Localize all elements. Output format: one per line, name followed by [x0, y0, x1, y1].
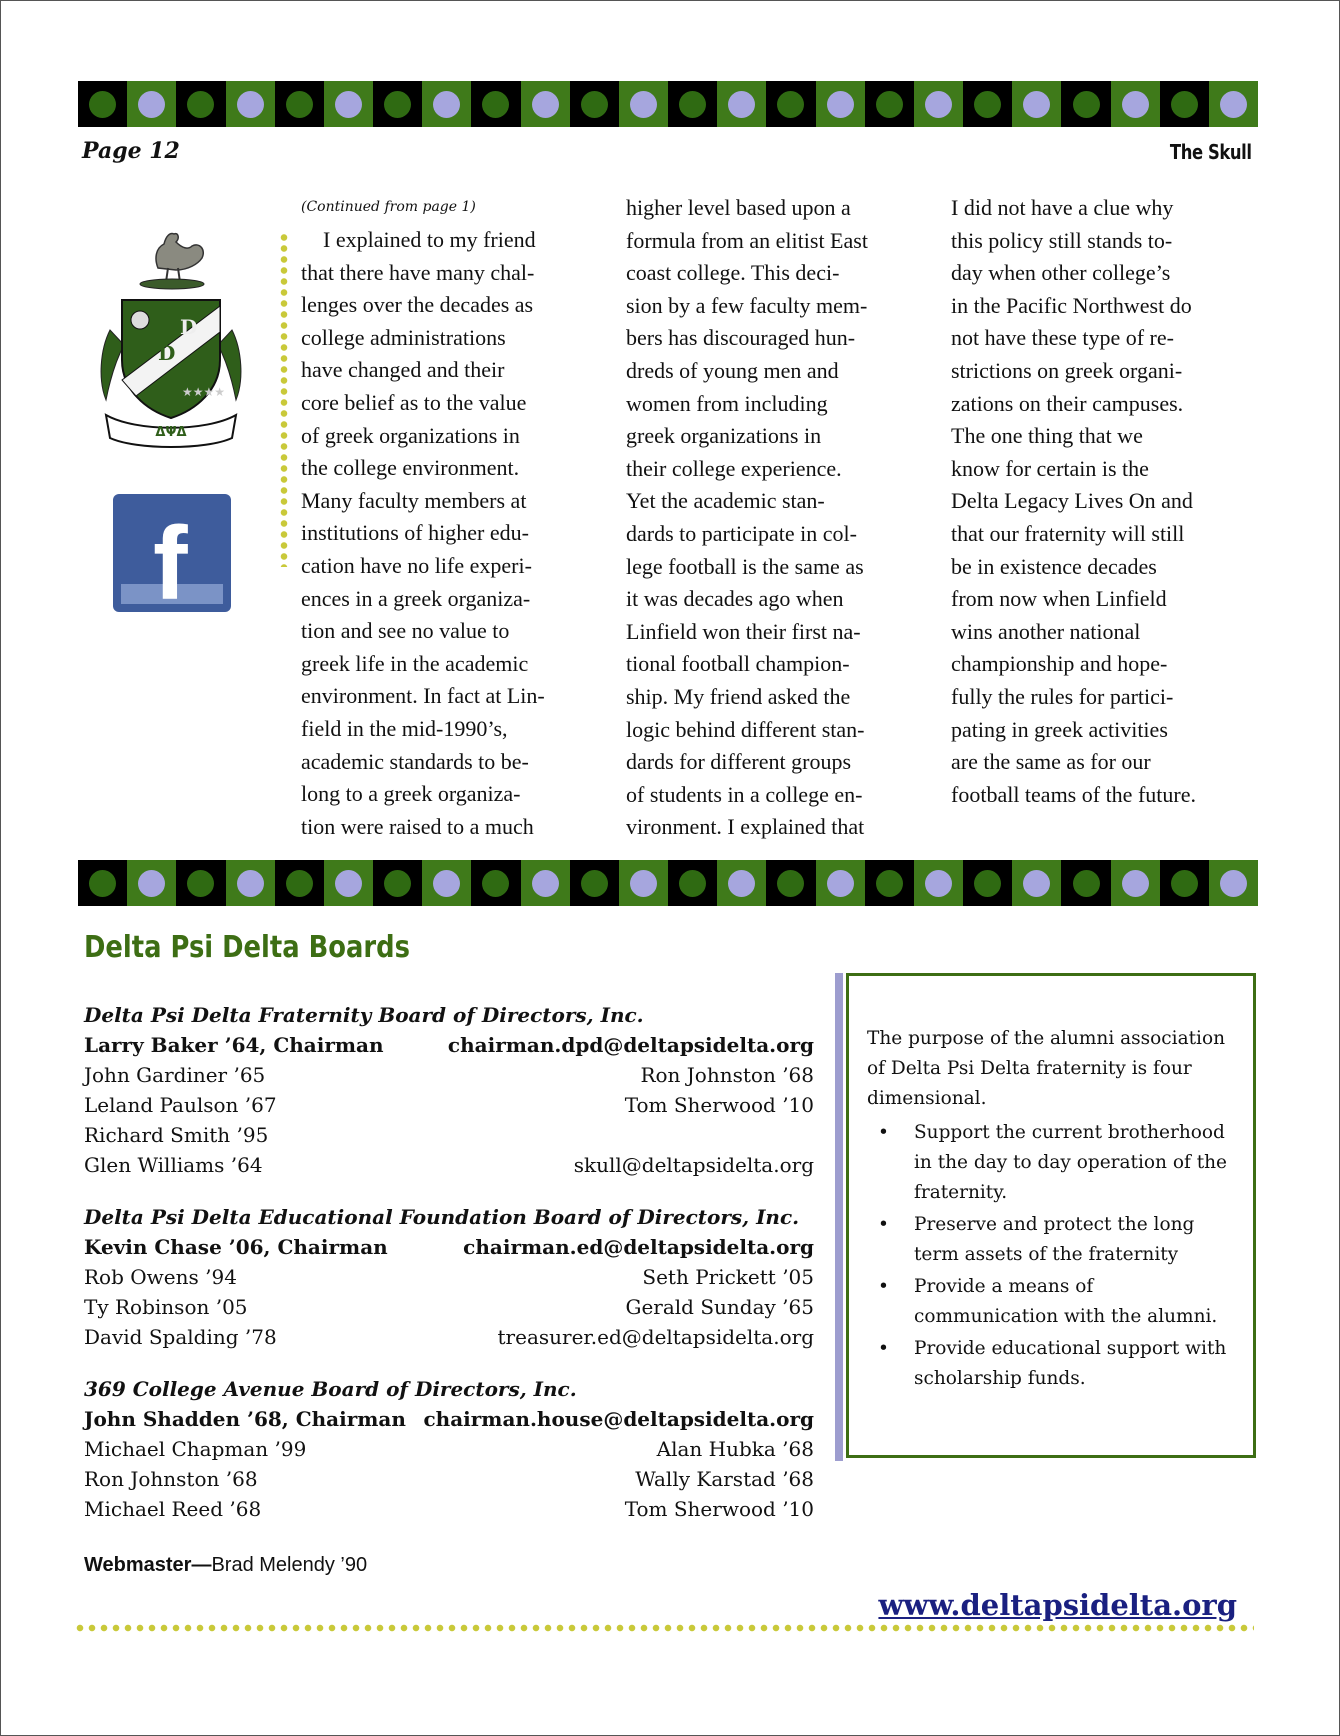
foundation-board [84, 1202, 814, 1352]
band-cell-lavender-dot [914, 81, 963, 127]
article-line: cation have no life experi- [301, 552, 532, 578]
purpose-item: • Provide a means of communication with the alumni. [914, 1272, 1233, 1332]
band-cell-lavender-dot [1209, 81, 1258, 127]
board-member: John Gardiner ’65 [84, 1063, 266, 1087]
band-cell-lavender-dot [521, 81, 570, 127]
band-cell-green-dot [865, 860, 914, 906]
board-member: Michael Chapman ’99 [84, 1437, 307, 1461]
board-chair-row [84, 1030, 814, 1060]
board-member: Rob Owens ’94 [84, 1265, 237, 1289]
webmaster-label: Webmaster— [84, 1554, 212, 1576]
crest-motto: ΔΨΔ [155, 425, 187, 440]
decorative-dot-band-middle [78, 860, 1258, 906]
board-member-row [84, 1262, 814, 1292]
board-member-row [84, 1292, 814, 1322]
board-member-row [84, 1120, 814, 1150]
board-member: Tom Sherwood ’10 [624, 1497, 814, 1521]
article-line: Yet the academic stan- [626, 488, 825, 514]
boards-title: Delta Psi Delta Boards [84, 930, 410, 965]
svg-text:D: D [180, 315, 198, 339]
article-line: academic standards to be- [301, 748, 529, 774]
article-line: bers has discouraged hun- [626, 325, 856, 351]
board-email[interactable]: treasurer.ed@deltapsidelta.org [497, 1325, 814, 1349]
article-line: I did not have a clue why [951, 195, 1174, 220]
article-line: greek life in the academic [301, 650, 529, 676]
board-heading: 369 College Avenue Board of Directors, Inc. [84, 1377, 577, 1401]
band-cell-green-dot [766, 860, 815, 906]
article-line: lege football is the same as [626, 553, 864, 579]
board-chair-email[interactable]: chairman.dpd@deltapsidelta.org [447, 1033, 814, 1057]
band-cell-lavender-dot [619, 860, 668, 906]
article-line: environment. In fact at Lin- [301, 683, 545, 709]
band-cell-green-dot [78, 81, 127, 127]
article-line: that our fraternity will still [951, 520, 1185, 546]
continued-note: (Continued from page 1) [301, 199, 476, 215]
article-line: logic behind different stan- [626, 716, 865, 742]
band-cell-green-dot [963, 81, 1012, 127]
facebook-glyph: f [153, 506, 188, 612]
article-line: Many faculty members at [301, 487, 527, 513]
band-cell-green-dot [668, 81, 717, 127]
band-cell-lavender-dot [914, 860, 963, 906]
band-cell-green-dot [275, 81, 324, 127]
band-cell-green-dot [275, 860, 324, 906]
band-cell-lavender-dot [1012, 81, 1061, 127]
board-member: Glen Williams ’64 [84, 1153, 263, 1177]
page-number: Page 12 [82, 138, 180, 164]
article-line: not have these type of re- [951, 325, 1174, 351]
band-cell-lavender-dot [1111, 860, 1160, 906]
svg-text:★★★★: ★★★★ [182, 385, 226, 399]
band-cell-green-dot [373, 860, 422, 906]
article-line: are the same as for our [951, 749, 1151, 775]
board-member: Wally Karstad ’68 [635, 1467, 814, 1491]
board-chair: Larry Baker ’64, Chairman [84, 1033, 384, 1057]
board-member: Ty Robinson ’05 [84, 1295, 248, 1319]
article-line: strictions on greek organi- [951, 357, 1183, 383]
article-line: higher level based upon a [626, 195, 851, 220]
band-cell-lavender-dot [717, 81, 766, 127]
band-cell-lavender-dot [127, 81, 176, 127]
board-member: Richard Smith ’95 [84, 1123, 269, 1147]
purpose-item: • Support the current brotherhood in the day to day operation of the fraternity. [914, 1118, 1233, 1208]
band-cell-green-dot [176, 81, 225, 127]
purpose-intro: The purpose of the alumni association of Delta Psi Delta fraternity is four dimensional. [867, 1028, 1226, 1109]
article-line: women from including [626, 390, 828, 416]
band-cell-lavender-dot [521, 860, 570, 906]
band-cell-green-dot [570, 860, 619, 906]
band-cell-lavender-dot [226, 860, 275, 906]
article-line: of students in a college en- [626, 781, 863, 807]
article-line: of greek organizations in [301, 422, 520, 448]
article-line: football teams of the future. [951, 781, 1196, 807]
board-member-row [84, 1494, 814, 1524]
article-line: in the Pacific Northwest do [951, 292, 1192, 318]
article-line: I explained to my friend [301, 227, 536, 252]
band-cell-lavender-dot [422, 860, 471, 906]
board-member: Michael Reed ’68 [84, 1497, 262, 1521]
band-cell-green-dot [373, 81, 422, 127]
article-line: pating in greek activities [951, 716, 1168, 742]
article-line: wins another national [951, 618, 1141, 644]
band-cell-lavender-dot [1111, 81, 1160, 127]
band-cell-lavender-dot [226, 81, 275, 127]
article-line: Delta Legacy Lives On and [951, 488, 1193, 514]
article-line: day when other college’s [951, 260, 1171, 286]
board-member-row [84, 1434, 814, 1464]
board-member: David Spalding ’78 [84, 1325, 277, 1349]
fraternity-crest-icon [96, 210, 246, 470]
article-line: college administrations [301, 324, 506, 350]
band-cell-green-dot [865, 81, 914, 127]
article-line: from now when Linfield [951, 586, 1167, 612]
article-line: dards for different groups [626, 749, 852, 775]
article-line: formula from an elitist East [626, 227, 868, 253]
article-line: ship. My friend asked the [626, 683, 851, 709]
fraternity-board [84, 1000, 814, 1180]
publication-title: The Skull [1170, 140, 1252, 164]
article-line: it was decades ago when [626, 586, 844, 612]
house-board [84, 1374, 814, 1524]
band-cell-green-dot [570, 81, 619, 127]
band-cell-green-dot [78, 860, 127, 906]
article-line: the college environment. [301, 455, 520, 481]
article-line: sion by a few faculty mem- [626, 292, 868, 318]
purpose-item: • Provide educational support with scholarship funds. [914, 1334, 1233, 1394]
article-line: know for certain is the [951, 455, 1149, 481]
decorative-dot-band-top [78, 81, 1258, 127]
board-member: Leland Paulson ’67 [84, 1093, 277, 1117]
article-line: The one thing that we [951, 423, 1143, 449]
board-chair-row [84, 1232, 814, 1262]
band-cell-green-dot [668, 860, 717, 906]
horizontal-dotted-rule [74, 1623, 1254, 1633]
article-line: tion were raised to a much [301, 813, 534, 839]
board-email[interactable]: skull@deltapsidelta.org [573, 1153, 814, 1177]
article-line: dreds of young men and [626, 357, 839, 383]
article-line: lenges over the decades as [301, 292, 534, 318]
band-cell-green-dot [766, 81, 815, 127]
purpose-list [867, 1118, 1233, 1394]
article-line: dards to participate in col- [626, 520, 857, 546]
board-member: Ron Johnston ’68 [640, 1063, 814, 1087]
sidebar-accent-bar [835, 973, 843, 1461]
purpose-item: • Preserve and protect the long term assets of the fraternity [914, 1210, 1233, 1270]
article-line: tional football champion- [626, 651, 850, 677]
article-line: have changed and their [301, 357, 505, 383]
band-cell-green-dot [1061, 81, 1110, 127]
band-cell-green-dot [1061, 860, 1110, 906]
article-line: institutions of higher edu- [301, 520, 529, 546]
band-cell-green-dot [963, 860, 1012, 906]
webmaster-name: Brad Melendy ’90 [211, 1554, 368, 1576]
article-column-1 [301, 224, 601, 843]
article-line: greek organizations in [626, 423, 822, 449]
board-chair: Kevin Chase ’06, Chairman [84, 1235, 388, 1259]
band-cell-lavender-dot [816, 860, 865, 906]
article-line: long to a greek organiza- [301, 781, 521, 807]
article-line: that there have many chal- [301, 259, 535, 285]
board-member-row [84, 1464, 814, 1494]
board-member: Alan Hubka ’68 [656, 1437, 814, 1461]
article-line: Linfield won their first na- [626, 618, 861, 644]
board-member-row [84, 1090, 814, 1120]
band-cell-lavender-dot [619, 81, 668, 127]
band-cell-green-dot [1160, 81, 1209, 127]
board-member-row [84, 1150, 814, 1180]
website-link[interactable]: www.deltapsidelta.org [878, 1588, 1237, 1622]
board-member: Ron Johnston ’68 [84, 1467, 258, 1491]
article-line: tion and see no value to [301, 618, 510, 644]
band-cell-green-dot [471, 860, 520, 906]
board-member: Seth Prickett ’05 [642, 1265, 814, 1289]
article-line: vironment. I explained that [626, 814, 865, 840]
board-chair-email[interactable]: chairman.ed@deltapsidelta.org [463, 1235, 814, 1259]
article-column-3 [951, 192, 1251, 811]
article-line: fully the rules for partici- [951, 683, 1174, 709]
article-line: field in the mid-1990’s, [301, 715, 508, 741]
board-chair-row [84, 1404, 814, 1434]
band-cell-green-dot [471, 81, 520, 127]
article-line: core belief as to the value [301, 389, 527, 415]
board-heading: Delta Psi Delta Educational Foundation Board of Directors, Inc. [84, 1205, 800, 1229]
band-cell-lavender-dot [324, 81, 373, 127]
band-cell-green-dot [176, 860, 225, 906]
board-member: Tom Sherwood ’10 [624, 1093, 814, 1117]
band-cell-lavender-dot [127, 860, 176, 906]
board-member-row [84, 1322, 814, 1352]
article-line: coast college. This deci- [626, 260, 840, 286]
article-line: championship and hope- [951, 651, 1168, 677]
board-member-row [84, 1060, 814, 1090]
svg-text:D: D [158, 341, 176, 365]
band-cell-lavender-dot [816, 81, 865, 127]
article-line: their college experience. [626, 455, 842, 481]
board-chair: John Shadden ’68, Chairman [84, 1407, 406, 1431]
band-cell-lavender-dot [1209, 860, 1258, 906]
facebook-icon[interactable] [113, 494, 231, 612]
band-cell-lavender-dot [422, 81, 471, 127]
purpose-box [846, 973, 1256, 1458]
band-cell-green-dot [1160, 860, 1209, 906]
article-line: ences in a greek organiza- [301, 585, 531, 611]
board-chair-email[interactable]: chairman.house@deltapsidelta.org [423, 1407, 814, 1431]
band-cell-lavender-dot [1012, 860, 1061, 906]
webmaster-credit [84, 1554, 367, 1577]
article-line: zations on their campuses. [951, 390, 1184, 416]
vertical-dotted-rule [280, 232, 288, 567]
article-line: be in existence decades [951, 553, 1157, 579]
band-cell-lavender-dot [717, 860, 766, 906]
board-member: Gerald Sunday ’65 [625, 1295, 814, 1319]
band-cell-lavender-dot [324, 860, 373, 906]
article-line: this policy still stands to- [951, 227, 1173, 253]
board-heading: Delta Psi Delta Fraternity Board of Directors, Inc. [84, 1003, 644, 1027]
article-column-2 [626, 192, 926, 844]
